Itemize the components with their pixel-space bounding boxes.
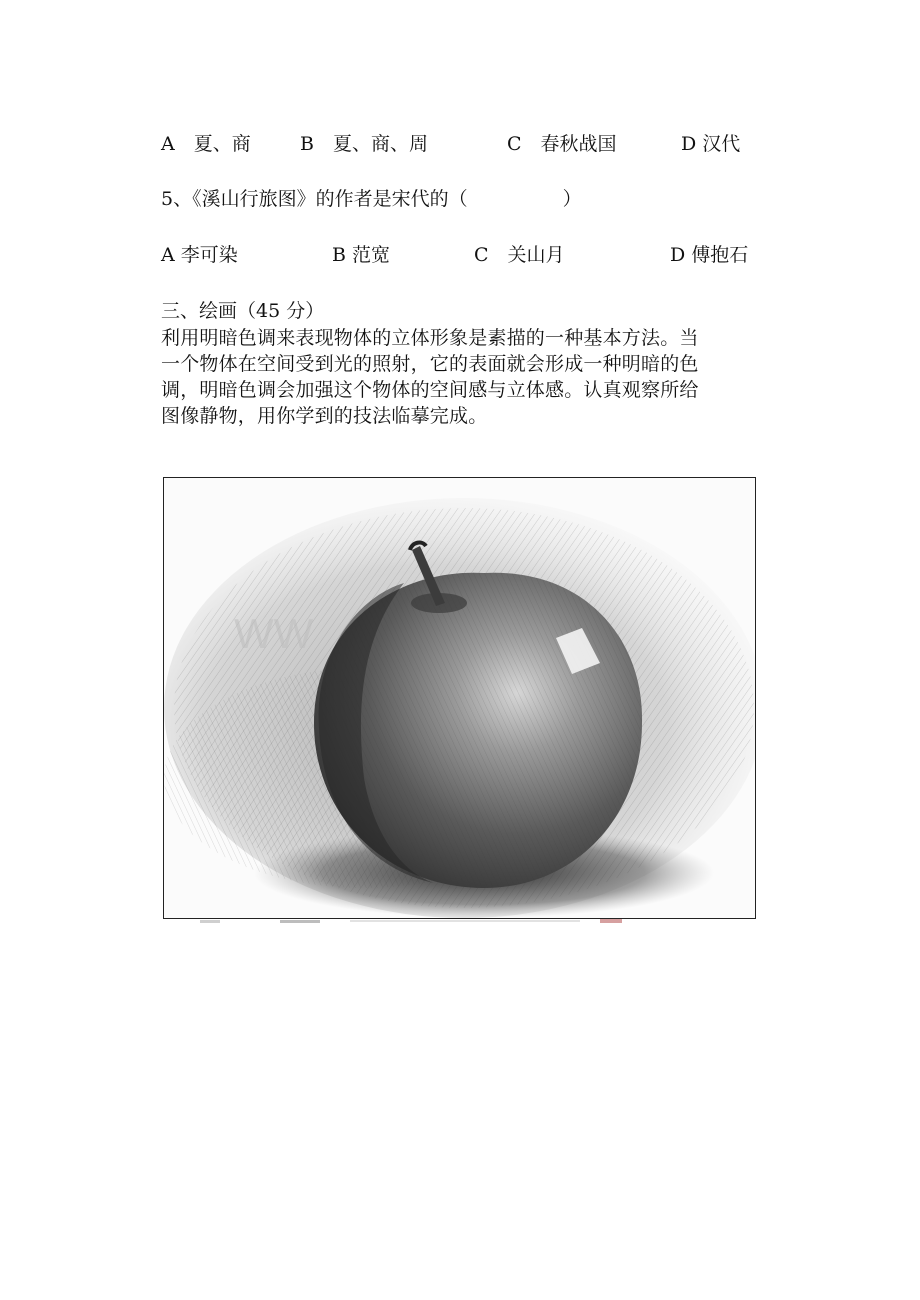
body-line: 利用明暗色调来表现物体的立体形象是素描的一种基本方法。当 [161, 327, 699, 349]
body-line: 一个物体在空间受到光的照射，它的表面就会形成一种明暗的色 [161, 353, 699, 375]
apple-sketch-figure [163, 477, 756, 919]
q4-option-d: D 汉代 [681, 133, 741, 155]
q5-stem: 5、《溪山行旅图》的作者是宋代的（ ） [161, 188, 582, 210]
q4-option-b: B 夏、商、周 [300, 133, 428, 155]
q4-option-a: A 夏、商 [161, 133, 251, 155]
figure-bottom-strip [200, 919, 630, 925]
q5-option-c: C 关山月 [474, 244, 565, 266]
q4-option-c: C 春秋战国 [507, 133, 617, 155]
section-heading: 三、绘画（45 分） [161, 300, 325, 322]
watermark-text: WW [234, 610, 314, 657]
q5-option-b: B 范宽 [332, 244, 391, 266]
section-body [161, 325, 761, 429]
body-line: 图像静物，用你学到的技法临摹完成。 [161, 405, 488, 427]
body-line: 调，明暗色调会加强这个物体的空间感与立体感。认真观察所给 [161, 379, 699, 401]
q5-option-d: D 傅抱石 [670, 244, 749, 266]
q5-option-a: A 李可染 [161, 244, 238, 266]
apple-sketch-image [164, 478, 755, 918]
